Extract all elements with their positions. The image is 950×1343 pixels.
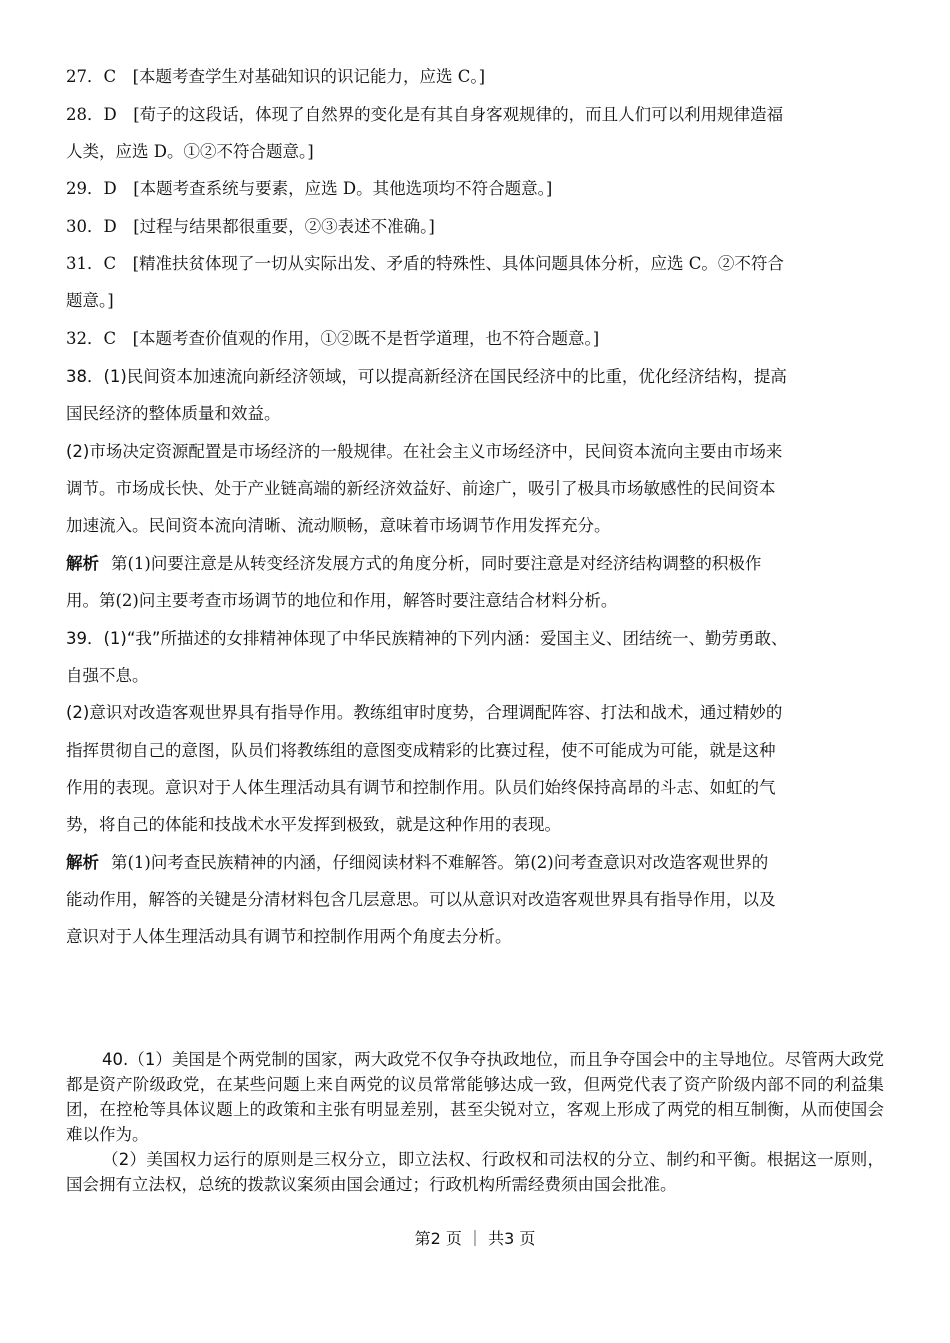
q39-analysis-text: 第(1)问考查民族精神的内涵，仔细阅读材料不难解答。第(2)问考查意识对改造客观世界的 (111, 853, 769, 872)
q38-analysis-text: 第(1)问要注意是从转变经济发展方式的角度分析，同时要注意是对经济结构调整的积极作 (111, 554, 762, 573)
q38-analysis-line-1 (66, 553, 761, 575)
analysis-label: 解析 (66, 853, 99, 872)
answer-28-line-1: 28．D [荀子的这段话，体现了自然界的变化是有其自身客观规律的，而且人们可以利用规律造福 (66, 105, 784, 124)
q39-part1-line-2: 自强不息。 (66, 666, 149, 685)
q38-part2-line-3: 加速流入。民间资本流向清晰、流动顺畅，意味着市场调节作用发挥充分。 (66, 516, 611, 535)
answer-28-line-2: 人类，应选 D。①②不符合题意。] (66, 142, 314, 161)
q38-part1-line-2: 国民经济的整体质量和效益。 (66, 404, 281, 423)
q38-part2-line-1: (2)市场决定资源配置是市场经济的一般规律。在社会主义市场经济中，民间资本流向主要由市场来 (66, 442, 783, 461)
answer-30: 30．D [过程与结果都很重要，②③表述不准确。] (66, 217, 435, 236)
q40-part1: 40.（1）美国是个两党制的国家，两大政党不仅争夺执政地位，而且争夺国会中的主导地位。尽管两大政党都是资产阶级政党，在某些问题上来自两党的议员常常能够达成一致，但两党代表了资产阶级内部不同的利益集团，在控枪等具体议题上的政策和主张有明显差别，甚至尖锐对立，客观上形成了两党的相互制衡，从而使国会难以作为。 (66, 1050, 884, 1144)
page-footer: 第2 页 ｜ 共3 页 (414, 1229, 536, 1248)
q38-part2-line-2: 调节。市场成长快、处于产业链高端的新经济效益好、前途广，吸引了极具市场敏感性的民间资本 (66, 479, 776, 498)
q38-analysis-line-2: 用。第(2)问主要考查市场调节的地位和作用，解答时要注意结合材料分析。 (66, 591, 618, 610)
q39-part2-line-3: 作用的表现。意识对于人体生理活动具有调节和控制作用。队员们始终保持高昂的斗志、如虹的气 (66, 778, 776, 797)
q39-part1-line-1: 39．(1)“我”所描述的女排精神体现了中华民族精神的下列内涵：爱国主义、团结统一、勤劳勇敢、 (66, 629, 788, 648)
q39-part2-line-1: (2)意识对改造客观世界具有指导作用。教练组审时度势，合理调配阵容、打法和战术，通过精妙的 (66, 703, 783, 722)
answer-31-line-1: 31．C [精准扶贫体现了一切从实际出发、矛盾的特殊性、具体问题具体分析，应选 C。②不符合 (66, 254, 784, 273)
answer-27: 27．C [本题考查学生对基础知识的识记能力，应选 C。] (66, 67, 486, 86)
q39-analysis-line-3: 意识对于人体生理活动具有调节和控制作用两个角度去分析。 (66, 927, 512, 946)
analysis-label: 解析 (66, 554, 99, 573)
q39-part2-line-4: 势，将自己的体能和技战术水平发挥到极致，就是这种作用的表现。 (66, 815, 561, 834)
q40-answer (66, 1047, 884, 1197)
answer-32: 32．C [本题考查价值观的作用，①②既不是哲学道理，也不符合题意。] (66, 329, 600, 348)
q39-analysis-line-2: 能动作用，解答的关键是分清材料包含几层意思。可以从意识对改造客观世界具有指导作用，以及 (66, 890, 776, 909)
answer-29: 29．D [本题考查系统与要素，应选 D。其他选项均不符合题意。] (66, 179, 553, 198)
answer-31-line-2: 题意。] (66, 291, 114, 310)
q39-part2-line-2: 指挥贯彻自己的意图，队员们将教练组的意图变成精彩的比赛过程，使不可能成为可能，就是这种 (66, 741, 776, 760)
q39-analysis-line-1 (66, 852, 768, 874)
q40-part2: （2）美国权力运行的原则是三权分立，即立法权、行政权和司法权的分立、制约和平衡。根据这一原则，国会拥有立法权，总统的拨款议案须由国会通过；行政机构所需经费须由国会批准。 (66, 1150, 884, 1194)
q38-part1-line-1: 38．(1)民间资本加速流向新经济领域，可以提高新经济在国民经济中的比重，优化经济结构，提高 (66, 367, 787, 386)
